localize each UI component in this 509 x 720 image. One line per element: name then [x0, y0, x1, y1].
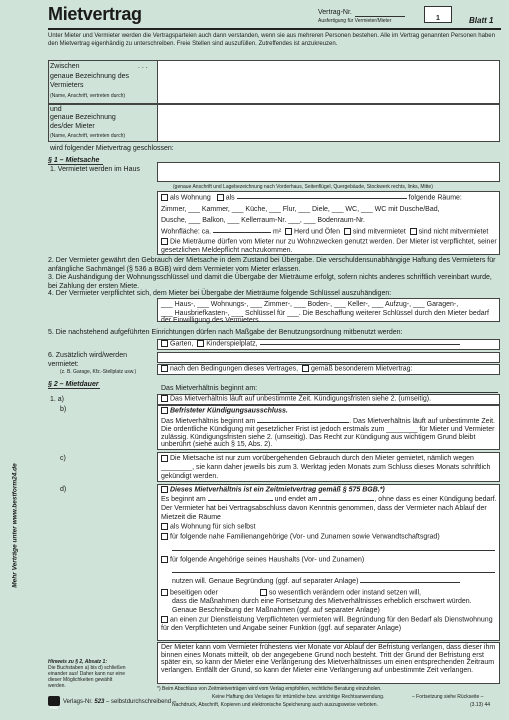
rooms-line-2: Zimmer, ___ Kammer, ___ Küche, ___ Flur, ___ Diele, ___ WC, ___ WC mit Dusche/Bad, — [161, 206, 440, 213]
option-a-row — [161, 395, 431, 404]
landlord-label: genaue Bezeichnung des Vermieters — [50, 73, 130, 89]
d-family-label: für folgende nahe Familienangehörige (Vor- und Zunamen sowie Verwandtschaftsgrad) — [170, 533, 440, 541]
residential-use-row — [161, 238, 497, 255]
footnote: *) Beim Abschluss von Zeitmietverträgen wird vom Verlag empfohlen, rechtliche Beratung einzuholen. — [157, 686, 382, 692]
item6-options — [161, 365, 412, 374]
rooms-line-3: Dusche, ___ Balkon, ___ Kellerraum-Nr. ___, ___ Bodenraum-Nr. — [161, 217, 365, 224]
contract-number-field[interactable] — [355, 16, 405, 17]
d-self-label: als Wohnung für sich selbst — [170, 523, 256, 531]
d-final-text: Der Mieter kann vom Vermieter frühestens vier Monate vor Ablauf der Befristung verlangen, dass dieser ihm binnen eines Monats mitteilt, ob der angegebene Grund noch besteht. Tritt der Grund der Befristung erst später ein, so kann der Mieter eine Verlängerung des Mietverhältnisses um einen entsprechenden Zeitraum verlangen. Entfällt der Grund, so kann der Mieter eine Verlängerung auf unbestimmte Zeit verlangen. — [161, 644, 496, 674]
option-b-date-field[interactable] — [257, 422, 349, 423]
option-a-label: 1. a) — [50, 396, 65, 403]
publisher-label: Verlags-Nr. — [63, 699, 93, 705]
option-c-label: c) — [60, 455, 66, 462]
option-b-indefinite: . Das Mietverhältnis läuft auf unbestimmte Zeit. — [349, 418, 496, 425]
separate-contract-checkbox[interactable] — [302, 365, 309, 372]
option-c-text: Die Mietsache ist nur zum vorübergehenden Gebrauch durch den Mieter gemietet, nämlich wegen ________, sie kann daher jeweils bis zum 3. Werktag jeden Monats zum Schluss dieses Monats schriftlich gekündigt werden. — [161, 455, 491, 480]
stove-checkbox[interactable] — [285, 228, 292, 235]
playground-label: Kinderspielplatz, — [206, 340, 258, 348]
tenant-input[interactable] — [157, 104, 500, 142]
start-date-field[interactable] — [280, 392, 498, 393]
additional-rent-input[interactable] — [157, 352, 500, 363]
option-a-text: Das Mietverhältnis läuft auf unbestimmte Zeit. Kündigungsfristen siehe 2. (umseitig). — [170, 395, 432, 403]
stove-label: Herd und Öfen — [294, 228, 340, 236]
option-d-label: d) — [60, 486, 67, 493]
d-no-notice: , ohne dass es einer Kündigung bedarf. — [374, 496, 497, 503]
as-other-label: als — [225, 194, 235, 202]
rooms-line-1 — [161, 194, 462, 203]
start-date-label: Das Mietverhältnis beginnt am: — [161, 385, 258, 392]
note-text: Die Buchstaben a) bis d) schließen einander aus! Daher kann nur eine dieser Möglichkeiten gewählt werden. — [48, 665, 126, 689]
option-b-checkbox[interactable] — [161, 407, 168, 414]
item5-text: 5. Die nachstehend aufgeführten Einrichtungen dürfen nach Maßgabe der Benutzungsordnung mitbenutzt werden: — [48, 329, 403, 336]
d-start-field[interactable] — [208, 500, 273, 501]
rooms-line-4 — [161, 228, 488, 237]
separate-contract-label: gemäß besonderem Mietvertrag: — [310, 365, 413, 373]
d-end-field[interactable] — [319, 500, 374, 501]
d-option2-row — [161, 533, 440, 542]
tenant-hint: (Name, Anschrift, vertreten durch) — [50, 133, 126, 139]
d-option1-row — [161, 523, 255, 532]
address-hint: (genaue Anschrift und Lagebezeichnung nach Vorderhaus, Seitenflügel, Quergebäude, Stockwerk rechts, links, Mitte) — [173, 184, 433, 190]
tenant-label: genaue Bezeichnung des/der Mieter — [50, 114, 116, 130]
between-dots: . . . — [138, 63, 148, 70]
option-d-line1 — [161, 496, 497, 505]
not-included-label: sind nicht mitvermietet — [418, 228, 489, 236]
d-modify-label: so wesentlich verändern oder instand setzen will, — [268, 589, 421, 597]
contract-number-label: Vertrag-Nr. — [318, 9, 352, 16]
item2-text: 2. Der Vermieter gewährt den Gebrauch der Mietsache in dem Zustand bei Übergabe. Die verschuldensunabhängige Haftung des Vermieters für anfängliche Sachmängel (§ 536 a BGB) wird dem Vermieter vom Mieter erlassen. — [48, 257, 496, 273]
and-label: und — [50, 106, 62, 113]
note-title: Hinweis zu § 2, Absatz 1: — [48, 659, 107, 665]
d-service-label: an einen zur Dienstleistung Verpflichteten vermieten will. Begründung für den Bedarf als Dienstwohnung für den Verpflichteten und Angabe seiner Funktion (ggf. auf separater Anlage) — [161, 616, 493, 632]
option-b-title: Befristeter Kündigungsausschluss. — [170, 407, 288, 415]
continued-note: – Fortsetzung siehe Rückseite – — [412, 694, 484, 700]
sheet-number: Blatt 1 — [469, 16, 494, 25]
d-family-checkbox[interactable] — [161, 533, 168, 540]
contract-terms-checkbox[interactable] — [161, 365, 168, 372]
copyright-note: Nachdruck, Abschrift, Kopieren und elektronische Speicherung auch auszugsweise verboten. — [172, 702, 378, 708]
living-area-field[interactable] — [213, 232, 271, 233]
vertical-url[interactable]: Mehr Verträge unter www.bestform24.de — [11, 463, 19, 588]
d-remove-checkbox[interactable] — [161, 589, 168, 596]
option-b-text: Die ordentliche Kündigung mit gesetzlicher Frist ist jedoch erstmals zum ________ für Mieter und Vermieter zulässig. Kündigungsfristen siehe 2. (umseitig). Das Recht zur Kündigung aus wichtigem Grund bleibt unberührt (siehe auch § 15, Abs. 2). — [161, 426, 495, 448]
section1-heading: § 1 – Mietsache — [48, 157, 100, 164]
keys-line-2: ___ Hausbriefkasten-, ___ Schlüssel für ___. Die Beschaffung weiterer Schlüssel durch den Mieter bedarf der Einwilligung des Vermieters. — [161, 310, 489, 324]
d-option45-row — [161, 589, 421, 598]
facilities-line — [161, 340, 460, 349]
not-included-checkbox[interactable] — [410, 228, 417, 235]
playground-checkbox[interactable] — [197, 340, 204, 347]
d-line4: dass die Maßnahmen durch eine Fortsetzung des Mietverhältnisses erheblich erschwert würden. Genaue Beschreibung der Maßnahmen (ggf. auf separater Anlage) — [172, 598, 472, 614]
concluded-text: wird folgender Mietvertrag geschlossen: — [50, 145, 174, 152]
section2-heading: § 2 – Mietdauer — [48, 381, 99, 388]
option-d-checkbox[interactable] — [161, 486, 168, 493]
option-d-line2: Der Vermieter hat bei Vertragsabschluss davon Kenntnis genommen, dass der Vermieter nach Ablauf der Mietzeit die Räume — [161, 505, 487, 521]
contract-terms-label: nach den Bedingungen dieses Vertrages, — [170, 365, 299, 373]
option-b-title-row — [161, 407, 288, 416]
logo-text: RNK — [49, 705, 59, 710]
copy-note: – selbstdurchschreibend – — [106, 699, 177, 705]
landlord-hint: (Name, Anschrift, vertreten durch) — [50, 93, 126, 99]
d-household-field[interactable] — [172, 572, 495, 573]
d-household-checkbox[interactable] — [161, 556, 168, 563]
liability-note: Keine Haftung des Verlages für irrtümliche bzw. unrichtige Rechtsanwendung. — [212, 694, 385, 700]
d-remove-label: beseitigen oder — [170, 589, 218, 597]
publisher-number: 523 — [94, 699, 105, 705]
item4-text: 4. Der Vermieter verpflichtet sich, dem Mieter bei Übergabe der Mieträume folgende Schlüssel auszuhändigen: — [48, 290, 392, 297]
residential-use-checkbox[interactable] — [161, 238, 168, 245]
d-begins-label: Es beginnt am — [161, 496, 206, 503]
d-self-checkbox[interactable] — [161, 523, 168, 530]
option-c-row — [161, 454, 497, 481]
d-reason-field[interactable] — [360, 582, 460, 583]
living-area-label: Wohnfläche: ca. — [161, 228, 212, 236]
d-household-label: für folgende Angehörige seines Haushalts (Vor- und Zunamen) — [170, 556, 365, 564]
page-title: Mietvertrag — [48, 4, 142, 24]
included-label: sind mitvermietet — [352, 228, 406, 236]
d-reason-label: nutzen will. Genaue Begründung (ggf. auf separater Anlage) — [172, 578, 359, 585]
option-b-label: b) — [60, 406, 67, 413]
sqm-unit: m² — [272, 228, 282, 236]
option-d-title-row — [161, 486, 385, 495]
as-other-checkbox[interactable] — [217, 194, 224, 201]
as-apartment-label: als Wohnung — [170, 194, 211, 202]
following-rooms-label: folgende Räume: — [408, 194, 462, 202]
d-ends-label: und endet am — [274, 496, 318, 503]
section1-underline — [48, 164, 103, 165]
residential-use-text: Die Mieträume dürfen vom Mieter nur zu Wohnzwecken genutzt werden. Der Mieter ist verpflichtet, seiner gesetzlichen Meldepflicht nachzukommen. — [161, 238, 497, 254]
item6-hint: (z. B. Garage, Kfz.-Stellplatz usw.) — [60, 369, 137, 375]
option-c-checkbox[interactable] — [161, 455, 168, 462]
garden-label: Garten, — [170, 340, 194, 348]
option-b-begins: Das Mietverhältnis beginnt am — [161, 418, 256, 425]
between-label: Zwischen — [50, 63, 80, 70]
edition-note: (3.13) 44 — [470, 702, 491, 708]
item1-label: 1. Vermietet werden im Haus — [50, 166, 140, 173]
house-address-input[interactable] — [157, 162, 500, 182]
as-apartment-checkbox[interactable] — [161, 194, 168, 201]
option-a-checkbox[interactable] — [161, 395, 168, 402]
contract-number-sub: Ausfertigung für Vermieter/Mieter — [318, 18, 392, 24]
item3-text: 3. Die Aushändigung der Wohnungsschlüssel und damit die Übergabe der Mieträume erfolgt, sofern nichts anderes schriftlich vereinbart wurde, bei Zahlung der ersten Miete. — [48, 274, 492, 290]
section2-underline — [48, 388, 100, 389]
d-option3-row — [161, 556, 364, 565]
copy-number: 1 — [436, 15, 440, 22]
intro-text: Unter Mieter und Vermieter werden die Vertragsparteien auch dann verstanden, wenn sie aus mehreren Personen bestehen. Alle im Vertrag genannten Personen haben den Mietvertrag eigenhändig zu unterschreiben. Freie Stellen sind auszufüllen. Zutreffendes ist anzukreuzen. — [48, 33, 495, 47]
facilities-field[interactable] — [260, 344, 460, 345]
keys-line-1: ___ Haus-, ___ Wohnungs-, ___ Zimmer-, ___ Boden-, ___ Keller-, ___ Aufzug-, ___ Garagen-, — [161, 301, 459, 308]
as-other-field[interactable] — [237, 198, 407, 199]
d-modify-checkbox[interactable] — [260, 589, 267, 596]
landlord-input[interactable] — [157, 60, 500, 104]
d-service-checkbox[interactable] — [161, 616, 168, 623]
title-underline — [48, 28, 501, 30]
included-checkbox[interactable] — [344, 228, 351, 235]
copy-number-box — [424, 6, 452, 23]
garden-checkbox[interactable] — [161, 340, 168, 347]
publisher-logo — [48, 696, 60, 710]
d-line3-row — [172, 578, 460, 587]
d-family-field[interactable] — [172, 550, 495, 551]
d-option6-row — [161, 616, 497, 633]
publisher-line — [63, 699, 176, 706]
item6-label: 6. Zusätzlich wird/werden vermietet: — [48, 352, 127, 368]
option-d-title: Dieses Mietverhältnis ist ein Zeitmietvertrag gemäß § 575 BGB.*) — [170, 486, 385, 494]
